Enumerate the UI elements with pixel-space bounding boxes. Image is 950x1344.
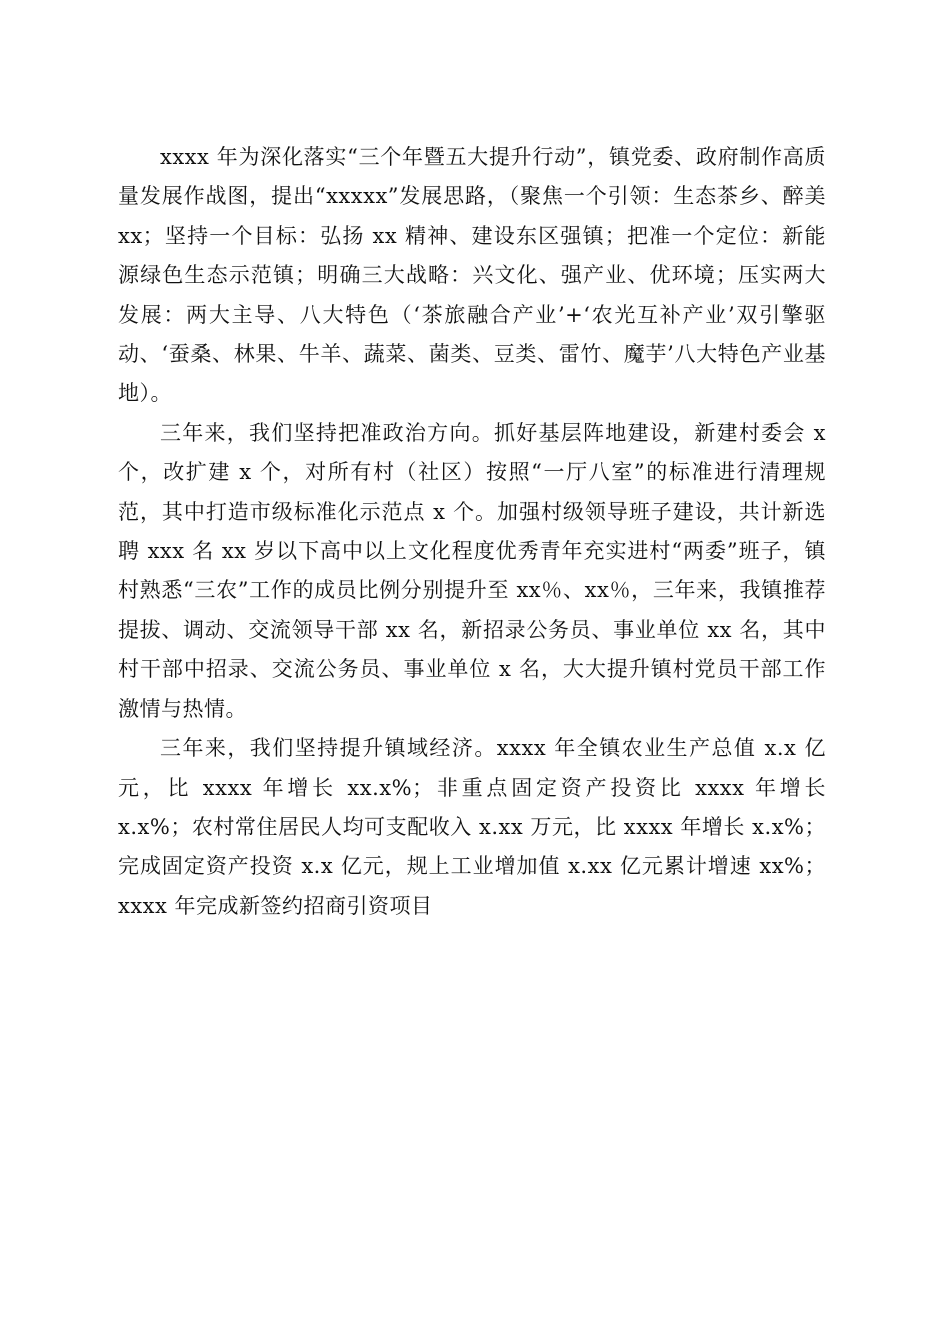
paragraph-development-strategy: xxxx 年为深化落实“三个年暨五大提升行动”，镇党委、政府制作高质量发展作战图，提出“xxxxx”发展思路，（聚焦一个引领：生态茶乡、醉美 xx；坚持一个目标：弘扬 xx 精神、建设东区强镇；把准一个定位：新能源绿色生态示范镇；明确三大战略：兴文化、强产业、优环境；压实两大发展：两大主导、八大特色（‘茶旅融合产业’+‘农光互补产业’双引擎驱动、‘蚕桑、林果、牛羊、蔬菜、菌类、豆类、雷竹、魔芋’八大特色产业基地）。 bbox=[118, 145, 826, 406]
document-body bbox=[118, 138, 826, 926]
paragraph-town-economy: 三年来，我们坚持提升镇域经济。xxxx 年全镇农业生产总值 x.x 亿元，比 xxxx 年增长 xx.x%；非重点固定资产投资比 xxxx 年增长 x.x%；农村常住居民人均可支配收入 x.xx 万元，比 xxxx 年增长 x.x%；完成固定资产投资 x.x 亿元，规上工业增加值 x.xx 亿元累计增速 xx%；xxxx 年完成新签约招商引资项目 bbox=[118, 736, 826, 918]
paragraph-political-direction: 三年来，我们坚持把准政治方向。抓好基层阵地建设，新建村委会 x 个，改扩建 x 个，对所有村（社区）按照“一厅八室”的标准进行清理规范，其中打造市级标准化示范点 x 个。加强村级领导班子建设，共计新选聘 xxx 名 xx 岁以下高中以上文化程度优秀青年充实进村“两委”班子，镇村熟悉“三农”工作的成员比例分别提升至 xx％、xx％，三年来，我镇推荐提拔、调动、交流领导干部 xx 名，新招录公务员、事业单位 xx 名，其中村干部中招录、交流公务员、事业单位 x 名，大大提升镇村党员干部工作激情与热情。 bbox=[118, 420, 826, 721]
